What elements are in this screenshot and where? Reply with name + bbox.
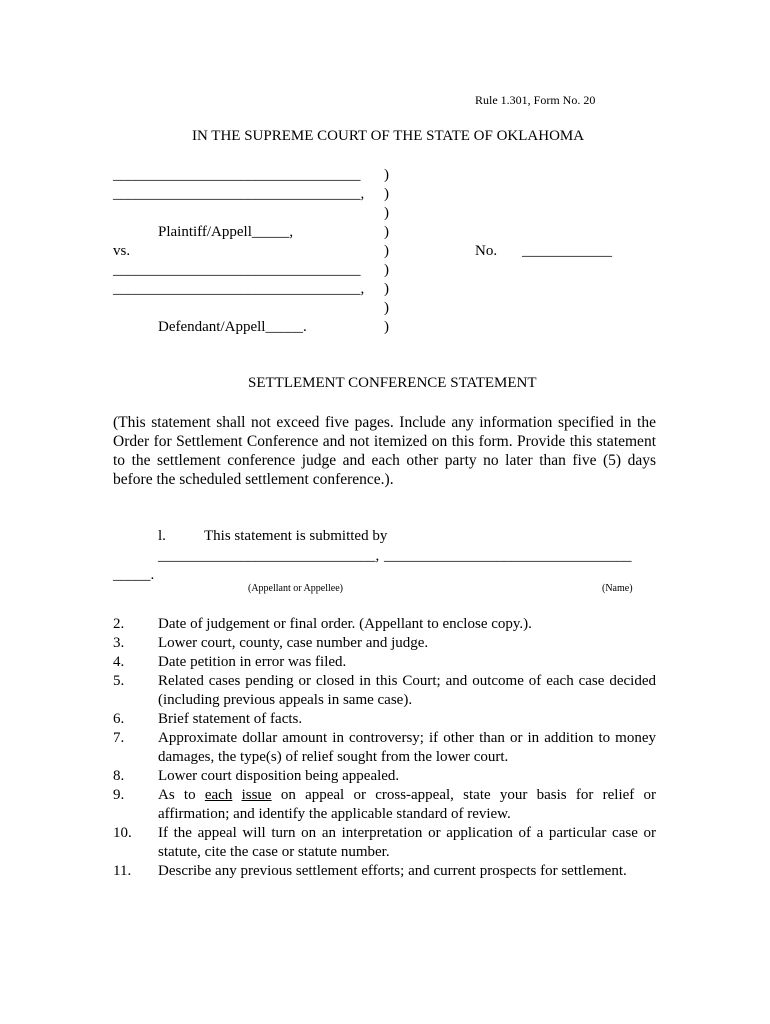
item-text-space [232,787,241,803]
vs-label: vs. [113,243,131,259]
intro-paragraph: (This statement shall not exceed five pages. Include any information specified in the Order for Settlement Conference and not itemized on this form. Provide this statement to the settlement conference judge and each other party no later than five (5) days before the scheduled settlement conference.). [113,414,656,488]
list-item [113,767,656,786]
list-item [113,862,656,881]
case-number-blank: ____________ [522,243,612,259]
item-text: Lower court, county, case number and judge. [158,635,429,651]
item-number: 3. [113,635,125,651]
item-1-blank-cont: _____. [113,567,155,583]
item-text: If the appeal will turn on an interpretation or application of a particular case or statute, cite the case or statute number. [158,825,656,860]
plaintiff-label: Plaintiff/Appell_____, [158,224,294,240]
item-number: 4. [113,654,125,670]
party-blank-line-4: _________________________________, [113,281,365,297]
caption-paren: ) [384,186,389,202]
item-text-underlined-each: each [204,787,233,803]
item-1-number: l. [158,528,166,544]
item-number: 9. [113,787,125,803]
caption-paren: ) [384,224,389,240]
party-blank-line-3: _________________________________ [113,262,361,278]
list-item [113,786,656,824]
item-number: 6. [113,711,125,727]
list-item [113,653,656,672]
item-text: Date petition in error was filed. [158,654,347,670]
item-1-label-left: (Appellant or Appellee) [248,583,343,594]
list-item [113,672,656,710]
item-text [158,786,656,824]
caption-paren: ) [384,300,389,316]
caption-paren: ) [384,281,389,297]
item-text-underlined-issue: issue [241,787,272,803]
rule-form-label: Rule 1.301, Form No. 20 [475,93,596,107]
item-text: Related cases pending or closed in this Court; and outcome of each case decided (including previous appeals in same case). [158,673,656,708]
item-text: Describe any previous settlement efforts; and current prospects for settlement. [158,863,627,879]
item-number: 10. [113,825,132,841]
list-item [113,824,656,862]
item-text: Lower court disposition being appealed. [158,768,400,784]
item-text: Brief statement of facts. [158,711,303,727]
party-blank-line-1: _________________________________ [113,167,361,183]
item-1-blank-right: _________________________________ [384,548,632,564]
item-number: 11. [113,863,132,879]
party-blank-line-2: _________________________________, [113,186,365,202]
item-text-before: As to [158,787,205,803]
caption-paren: ) [384,262,389,278]
caption-paren: ) [384,205,389,221]
court-title: IN THE SUPREME COURT OF THE STATE OF OKLAHOMA [192,128,585,144]
list-item [113,729,656,767]
item-number: 5. [113,673,125,689]
item-1-blank-left: _____________________________, [158,548,380,564]
item-number: 7. [113,730,125,746]
item-number: 8. [113,768,125,784]
statement-items-list [113,615,656,881]
statement-title: SETTLEMENT CONFERENCE STATEMENT [248,375,537,391]
caption-paren: ) [384,243,389,259]
caption-paren: ) [384,319,389,335]
item-text: Approximate dollar amount in controversy; if other than or in addition to money damages, the type(s) of relief sought from the lower court. [158,730,656,765]
item-number: 2. [113,616,125,632]
case-number-label: No. [475,243,498,259]
list-item [113,634,656,653]
item-text-after: on appeal or cross-appeal, state your basis for relief or affirmation; and identify the applicable standard of review. [158,787,657,822]
list-item [113,710,656,729]
caption-paren: ) [384,167,389,183]
item-1-text: This statement is submitted by [204,528,388,544]
list-item [113,615,656,634]
item-text: Date of judgement or final order. (Appellant to enclose copy.). [158,616,532,632]
item-1-label-right: (Name) [602,583,633,594]
defendant-label: Defendant/Appell_____. [158,319,307,335]
